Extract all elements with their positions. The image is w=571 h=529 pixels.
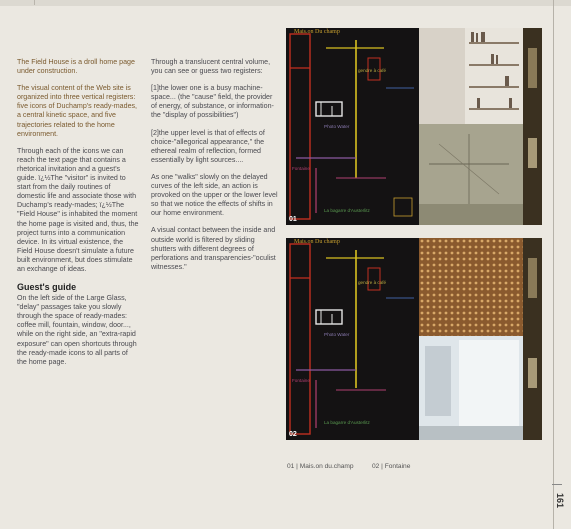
top-margin-strip bbox=[0, 0, 571, 6]
figure-01-number: 01 bbox=[289, 216, 297, 223]
label-coffee: gendre à café bbox=[358, 280, 387, 285]
floor-plan-drawing bbox=[286, 28, 419, 225]
left-text-column bbox=[17, 58, 139, 375]
intro-paragraph: The Field House is a droll home page under construction. bbox=[17, 58, 135, 76]
volume-paragraph: Through a translucent central volume, you can see or guess two registers: bbox=[151, 58, 271, 76]
floor-plan-drawing bbox=[286, 238, 419, 440]
label-water: Photo Water bbox=[324, 124, 350, 129]
visual-contact-paragraph: A visual contact between the inside and outside world is filtered by sliding shutters with different degrees of perforations and transparencies-"oculist witnesses." bbox=[151, 226, 276, 271]
figure-02-title: Mais.on Du champ bbox=[294, 239, 340, 245]
photo-sketch-panel bbox=[419, 28, 465, 124]
figure-02 bbox=[286, 238, 542, 440]
label-water: Photo Water bbox=[324, 332, 350, 337]
guests-guide-heading: Guest's guide bbox=[17, 282, 77, 293]
label-fountain: Fontaine bbox=[292, 166, 310, 171]
photo-interior-panel bbox=[419, 124, 523, 225]
figure-01-title: Mais.on Du champ bbox=[294, 29, 340, 35]
walks-paragraph: As one "walks" slowly on the delayed curves of the left side, an action is provoked on the upper or the lower level so that we notice the effects of shifts in our home environment. bbox=[151, 172, 278, 218]
icons-paragraph: Through each of the icons we can reach the text page that contains a rhetorical invitation and a guest's guide. ï¿½The "visitor" is invited to start from the daily routines of domestic life and associate those with Duchamp's ready-mades; ï¿½The "Field House" is inhabited the moment the home page is visited and, thus, the project turns into a communication device. In its virtual existence, the Field House doesn't simulate a future built environment, but does stimulate an exchange of ideas. bbox=[17, 146, 139, 273]
figure-01-caption: 01 | Mais.on du.champ bbox=[287, 463, 354, 470]
photo-door-strip bbox=[523, 28, 542, 225]
header-tab bbox=[8, 0, 35, 5]
page-edge-rule bbox=[553, 0, 554, 529]
figure-02-caption: 02 | Fontaine bbox=[372, 463, 411, 470]
upper-register-paragraph: [2]the upper level is that of effects of choice-"allegorical appearance," the ethereal realm of reflection, formed essentially by light sources.... bbox=[151, 128, 265, 164]
lower-register-paragraph: [1]the lower one is a busy machine-space... (the "cause" field, the provider of energy, of substance, or information-the "display of possibilities") bbox=[151, 84, 274, 120]
photo-bookshelf-panel bbox=[465, 28, 523, 124]
guests-guide-paragraph: On the left side of the Large Glass, "delay" passages take you slowly through the space of ready-mades: coffee mill, fountain, window, door..., while on the right side, an "extra-rapid exposure" can open shortcuts through the ready-made icons to all parts of the home page. bbox=[17, 294, 137, 366]
photo-door-strip bbox=[523, 238, 542, 440]
page-number: 161 bbox=[555, 493, 565, 509]
label-coffee: gendre à café bbox=[358, 68, 387, 73]
page-number-rule bbox=[552, 484, 562, 485]
middle-text-column bbox=[151, 58, 279, 280]
photo-perforated-screen bbox=[419, 238, 523, 336]
figure-02-number: 02 bbox=[289, 431, 297, 438]
label-fountain: Fontaine bbox=[292, 378, 310, 383]
label-austerlitz: La bagarre d'Austerlitz bbox=[324, 420, 370, 425]
label-austerlitz: La bagarre d'Austerlitz bbox=[324, 208, 370, 213]
photo-bright-interior bbox=[419, 336, 523, 440]
registers-paragraph: The visual content of the Web site is organized into three vertical registers: five icons of Duchamp's ready-mades, a central kinetic space, and five trajectories related to the home environment. bbox=[17, 84, 138, 138]
figure-01 bbox=[286, 28, 542, 225]
